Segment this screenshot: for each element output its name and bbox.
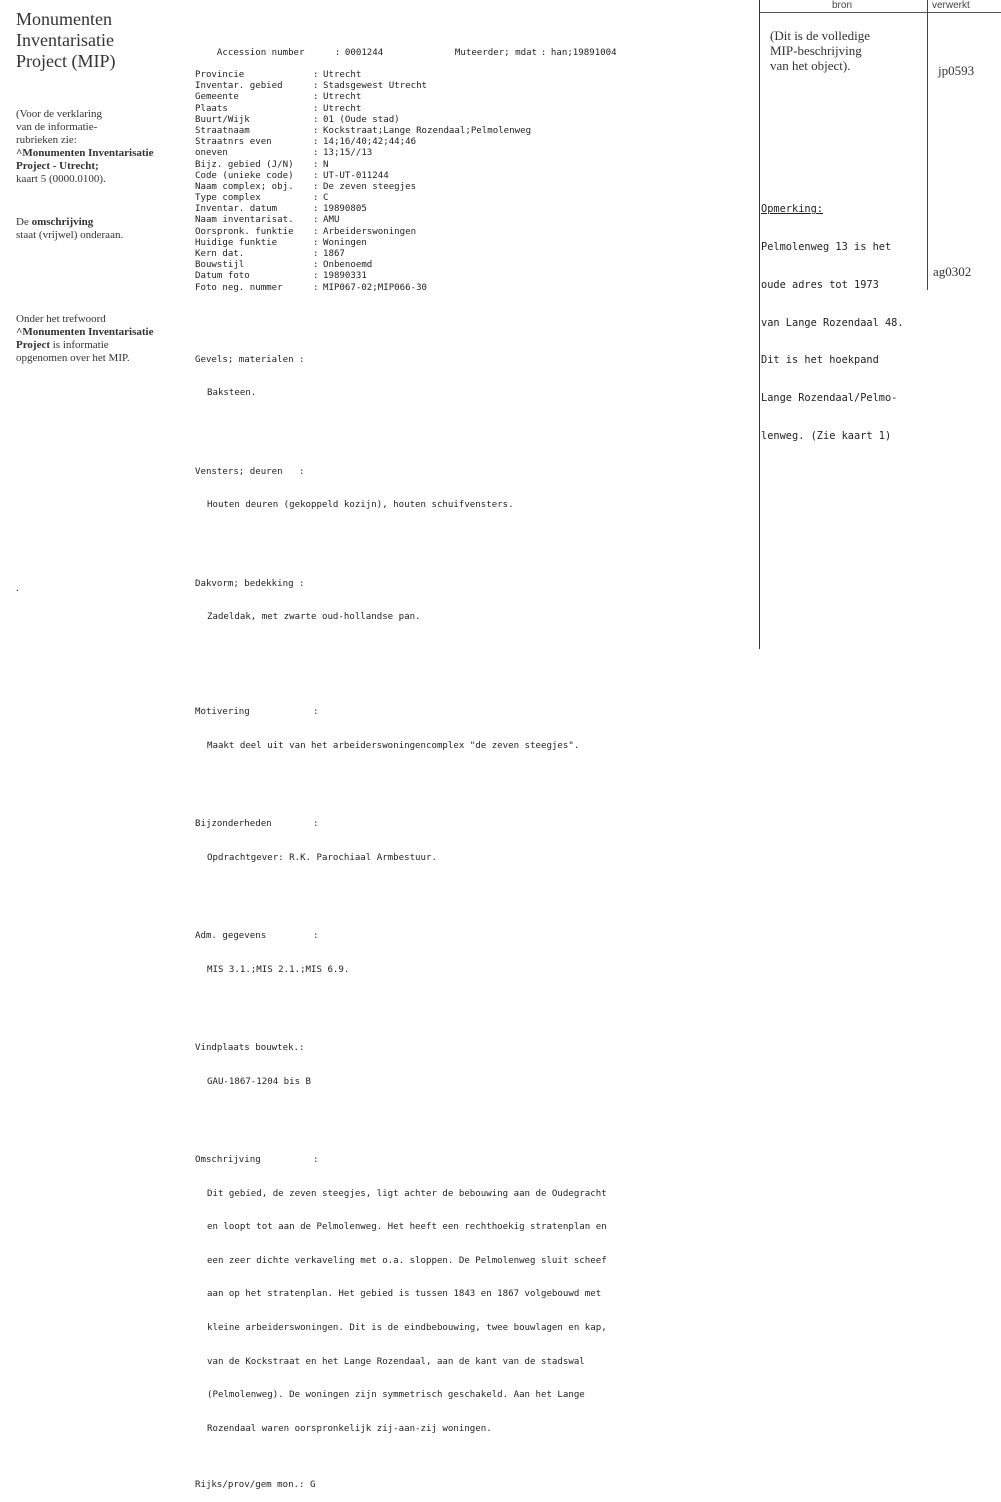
field-label: Huidige funktie bbox=[195, 237, 278, 248]
note-line: staat (vrijwel) onderaan. bbox=[16, 229, 124, 241]
note-line: (Voor de verklaring bbox=[16, 108, 102, 120]
field-label: Kern dat. bbox=[195, 249, 245, 259]
column-divider bbox=[927, 0, 928, 290]
remark-line: lenweg. (Zie kaart 1) bbox=[761, 429, 892, 442]
field-value: Utrecht bbox=[323, 70, 362, 80]
record-block bbox=[195, 14, 617, 1502]
processed-code: ag0302 bbox=[933, 264, 972, 279]
field-value: Onbenoemd bbox=[323, 260, 373, 271]
field-value: Kockstraat;Lange Rozendaal;Pelmolenweg bbox=[323, 125, 532, 136]
remark-block bbox=[761, 178, 927, 468]
field-row bbox=[195, 137, 617, 148]
field-value: Utrecht bbox=[323, 92, 362, 103]
source-column bbox=[759, 0, 1001, 649]
note-line: van de informatie- bbox=[16, 121, 98, 133]
section-value: Maakt deel uit van het arbeiderswoningencomplex "de zeven steegjes". bbox=[207, 740, 580, 751]
field-row bbox=[195, 148, 617, 159]
motivering-section bbox=[195, 685, 617, 775]
field-row bbox=[195, 227, 617, 238]
column-header bbox=[760, 0, 1001, 13]
field-sep: : bbox=[313, 170, 319, 181]
section-sep: : bbox=[313, 706, 319, 717]
field-label: Straatnrs even bbox=[195, 137, 272, 148]
section-label: Dakvorm; bedekking : bbox=[195, 578, 305, 589]
field-label: Bouwstijl bbox=[195, 260, 245, 271]
field-row bbox=[195, 70, 617, 81]
description-line: Rozendaal waren oorspronkelijk zij-aan-zij woningen. bbox=[207, 1423, 492, 1434]
mutator-label: Muteerder; mdat bbox=[454, 47, 538, 58]
note-bold: omschrijving bbox=[31, 216, 94, 228]
section-sep: : bbox=[313, 930, 319, 941]
section-value: Opdrachtgever: R.K. Parochiaal Armbestuur. bbox=[207, 852, 437, 863]
field-value: UT-UT-011244 bbox=[323, 170, 389, 181]
field-label: Inventar. gebied bbox=[195, 81, 283, 92]
field-label: Code (unieke code) bbox=[195, 170, 294, 181]
field-value: 19890805 bbox=[323, 204, 367, 215]
section-label: Adm. gegevens bbox=[195, 930, 267, 941]
field-sep: : bbox=[313, 181, 319, 192]
gevels-section bbox=[195, 332, 617, 422]
field-value: N bbox=[323, 159, 329, 170]
field-value: 1867 bbox=[323, 249, 345, 259]
vensters-section bbox=[195, 444, 617, 534]
field-label: Plaats bbox=[195, 103, 228, 114]
note-line: opgenomen over het MIP. bbox=[16, 352, 130, 364]
field-row bbox=[195, 260, 617, 271]
field-row bbox=[195, 81, 617, 92]
description-line: en loopt tot aan de Pelmolenweg. Het heeft een rechthoekig stratenplan en bbox=[207, 1222, 607, 1233]
note-bold: Project bbox=[16, 339, 50, 351]
accession-row bbox=[195, 36, 617, 58]
field-row bbox=[195, 215, 617, 226]
rijks-row bbox=[195, 1480, 617, 1491]
section-value: MIS 3.1.;MIS 2.1.;MIS 6.9. bbox=[207, 964, 350, 975]
field-row bbox=[195, 193, 617, 204]
field-row bbox=[195, 204, 617, 215]
section-label: Gevels; materialen : bbox=[195, 354, 305, 365]
section-value: Houten deuren (gekoppeld kozijn), houten schuifvensters. bbox=[207, 500, 514, 511]
section-value: Zadeldak, met zwarte oud-hollandse pan. bbox=[207, 612, 421, 623]
field-sep: : bbox=[313, 215, 319, 226]
title-line: Monumenten bbox=[16, 9, 112, 29]
field-label: Datum foto bbox=[195, 271, 250, 282]
field-value: De zeven steegjes bbox=[323, 181, 417, 192]
field-value: 01 (Oude stad) bbox=[323, 114, 400, 125]
section-sep: : bbox=[313, 818, 319, 829]
accession-value: 0001244 bbox=[344, 47, 384, 58]
field-list bbox=[195, 70, 617, 294]
source-line: (Dit is de volledige bbox=[770, 28, 871, 43]
note-text: De bbox=[16, 216, 32, 228]
section-label: Rijks/prov/gem mon.: bbox=[195, 1479, 305, 1490]
field-label: Gemeente bbox=[195, 92, 239, 103]
field-row bbox=[195, 249, 617, 260]
field-sep: : bbox=[313, 92, 319, 103]
remark-line: Lange Rozendaal/Pelmo- bbox=[761, 392, 898, 405]
source-note bbox=[770, 28, 920, 73]
field-row bbox=[195, 271, 617, 282]
field-row bbox=[195, 182, 617, 193]
note-bold: ^Monumenten Inventarisatie bbox=[16, 326, 154, 338]
field-value: C bbox=[323, 193, 329, 204]
field-value: AMU bbox=[323, 215, 340, 226]
section-label: Vensters; deuren : bbox=[195, 466, 305, 477]
left-column bbox=[16, 0, 181, 364]
field-row bbox=[195, 283, 617, 294]
field-row bbox=[195, 126, 617, 137]
description-note bbox=[16, 216, 186, 242]
field-label: oneven bbox=[195, 148, 228, 159]
field-label: Straatnaam bbox=[195, 125, 250, 136]
adm-section bbox=[195, 909, 617, 999]
field-value: Woningen bbox=[323, 237, 367, 248]
field-label: Bijz. gebied (J/N) bbox=[195, 159, 294, 170]
field-value: Arbeiderswoningen bbox=[323, 226, 417, 237]
field-sep: : bbox=[313, 193, 319, 204]
field-sep: : bbox=[313, 260, 319, 271]
bijzonderheden-section bbox=[195, 797, 617, 887]
field-sep: : bbox=[313, 148, 319, 159]
source-line: MIP-beschrijving bbox=[770, 43, 862, 58]
field-row bbox=[195, 115, 617, 126]
field-label: Oorspronk. funktie bbox=[195, 226, 294, 237]
description-line: (Pelmolenweg). De woningen zijn symmetrisch geschakeld. Aan het Lange bbox=[207, 1390, 585, 1401]
field-sep: : bbox=[313, 204, 319, 215]
field-sep: : bbox=[334, 47, 341, 58]
field-row bbox=[195, 92, 617, 103]
dakvorm-section bbox=[195, 556, 617, 646]
title-line: Project (MIP) bbox=[16, 51, 116, 71]
section-label: Bijzonderheden bbox=[195, 818, 272, 829]
section-label: Motivering bbox=[195, 706, 250, 717]
mutator-value: han;19891004 bbox=[550, 47, 617, 58]
field-sep: : bbox=[313, 249, 319, 259]
remark-line: van Lange Rozendaal 48. bbox=[761, 316, 904, 329]
field-value: 19890331 bbox=[323, 271, 367, 282]
section-label: Omschrijving bbox=[195, 1154, 261, 1165]
field-sep: : bbox=[313, 226, 319, 237]
remark-line: Dit is het hoekpand bbox=[761, 354, 879, 367]
vindplaats-section bbox=[195, 1021, 617, 1111]
field-sep: : bbox=[313, 137, 319, 148]
description-line: een zeer dichte verkaveling met o.a. sloppen. De Pelmolenweg sluit scheef bbox=[207, 1255, 607, 1266]
field-sep: : bbox=[313, 271, 319, 282]
field-label: Inventar. datum bbox=[195, 204, 278, 215]
field-sep: : bbox=[313, 81, 319, 92]
field-label: Provincie bbox=[195, 70, 245, 80]
header-bron: bron bbox=[832, 0, 853, 11]
section-label: Vindplaats bouwtek.: bbox=[195, 1042, 305, 1053]
field-row bbox=[195, 104, 617, 115]
field-sep: : bbox=[313, 70, 319, 80]
section-value: Baksteen. bbox=[207, 388, 257, 399]
field-sep: : bbox=[313, 159, 319, 170]
description-line: aan op het stratenplan. Het gebied is tussen 1843 en 1867 volgebouwd met bbox=[207, 1289, 602, 1300]
field-sep: : bbox=[313, 237, 319, 248]
remark-line: Pelmolenweg 13 is het bbox=[761, 240, 892, 253]
field-value: Stadsgewest Utrecht bbox=[323, 81, 428, 92]
omschrijving-section bbox=[195, 1133, 617, 1458]
field-value: 14;16/40;42;44;46 bbox=[323, 137, 417, 148]
field-label: Buurt/Wijk bbox=[195, 114, 250, 125]
explanation-note bbox=[16, 108, 186, 186]
field-row bbox=[195, 171, 617, 182]
title-line: Inventarisatie bbox=[16, 30, 114, 50]
field-sep: : bbox=[313, 114, 319, 125]
source-line: van het object). bbox=[770, 58, 851, 73]
project-title bbox=[16, 9, 181, 72]
section-value: G bbox=[309, 1479, 316, 1490]
header-verwerkt: verwerkt bbox=[932, 0, 970, 11]
field-sep: : bbox=[540, 47, 547, 58]
description-line: van de Kockstraat en het Lange Rozendaal, aan de kant van de stadswal bbox=[207, 1356, 585, 1367]
keyword-note bbox=[16, 313, 186, 365]
field-label: Naam complex; obj. bbox=[195, 181, 294, 192]
field-value: MIP067-02;MIP066-30 bbox=[323, 282, 428, 293]
note-line: Onder het trefwoord bbox=[16, 313, 106, 325]
stray-dot: . bbox=[16, 582, 19, 594]
section-sep: : bbox=[313, 1154, 319, 1165]
field-value: Utrecht bbox=[323, 103, 362, 114]
field-value: 13;15//13 bbox=[323, 148, 373, 159]
field-label: Type complex bbox=[195, 193, 261, 204]
note-text: is informatie bbox=[50, 339, 109, 351]
field-label: Accession number bbox=[216, 47, 305, 58]
field-label: Foto neg. nummer bbox=[195, 282, 283, 293]
description-line: Dit gebied, de zeven steegjes, ligt achter de bebouwing aan de Oudegracht bbox=[207, 1188, 607, 1199]
note-line: rubrieken zie: bbox=[16, 134, 77, 146]
remark-label: Opmerking: bbox=[761, 203, 823, 216]
section-value: GAU-1867-1204 bis B bbox=[207, 1076, 312, 1087]
remark-line: oude adres tot 1973 bbox=[761, 278, 879, 291]
field-sep: : bbox=[313, 125, 319, 136]
field-row bbox=[195, 160, 617, 171]
note-line: kaart 5 (0000.0100). bbox=[16, 173, 106, 185]
note-bold-line: ^Monumenten Inventarisatie bbox=[16, 147, 154, 159]
description-line: kleine arbeiderswoningen. Dit is de eindbebouwing, twee bouwlagen en kap, bbox=[207, 1322, 607, 1333]
field-sep: : bbox=[313, 103, 319, 114]
field-row bbox=[195, 238, 617, 249]
processed-code: jp0593 bbox=[938, 63, 975, 78]
note-bold-line: Project - Utrecht; bbox=[16, 160, 99, 172]
field-sep: : bbox=[313, 282, 319, 293]
field-label: Naam inventarisat. bbox=[195, 215, 294, 226]
